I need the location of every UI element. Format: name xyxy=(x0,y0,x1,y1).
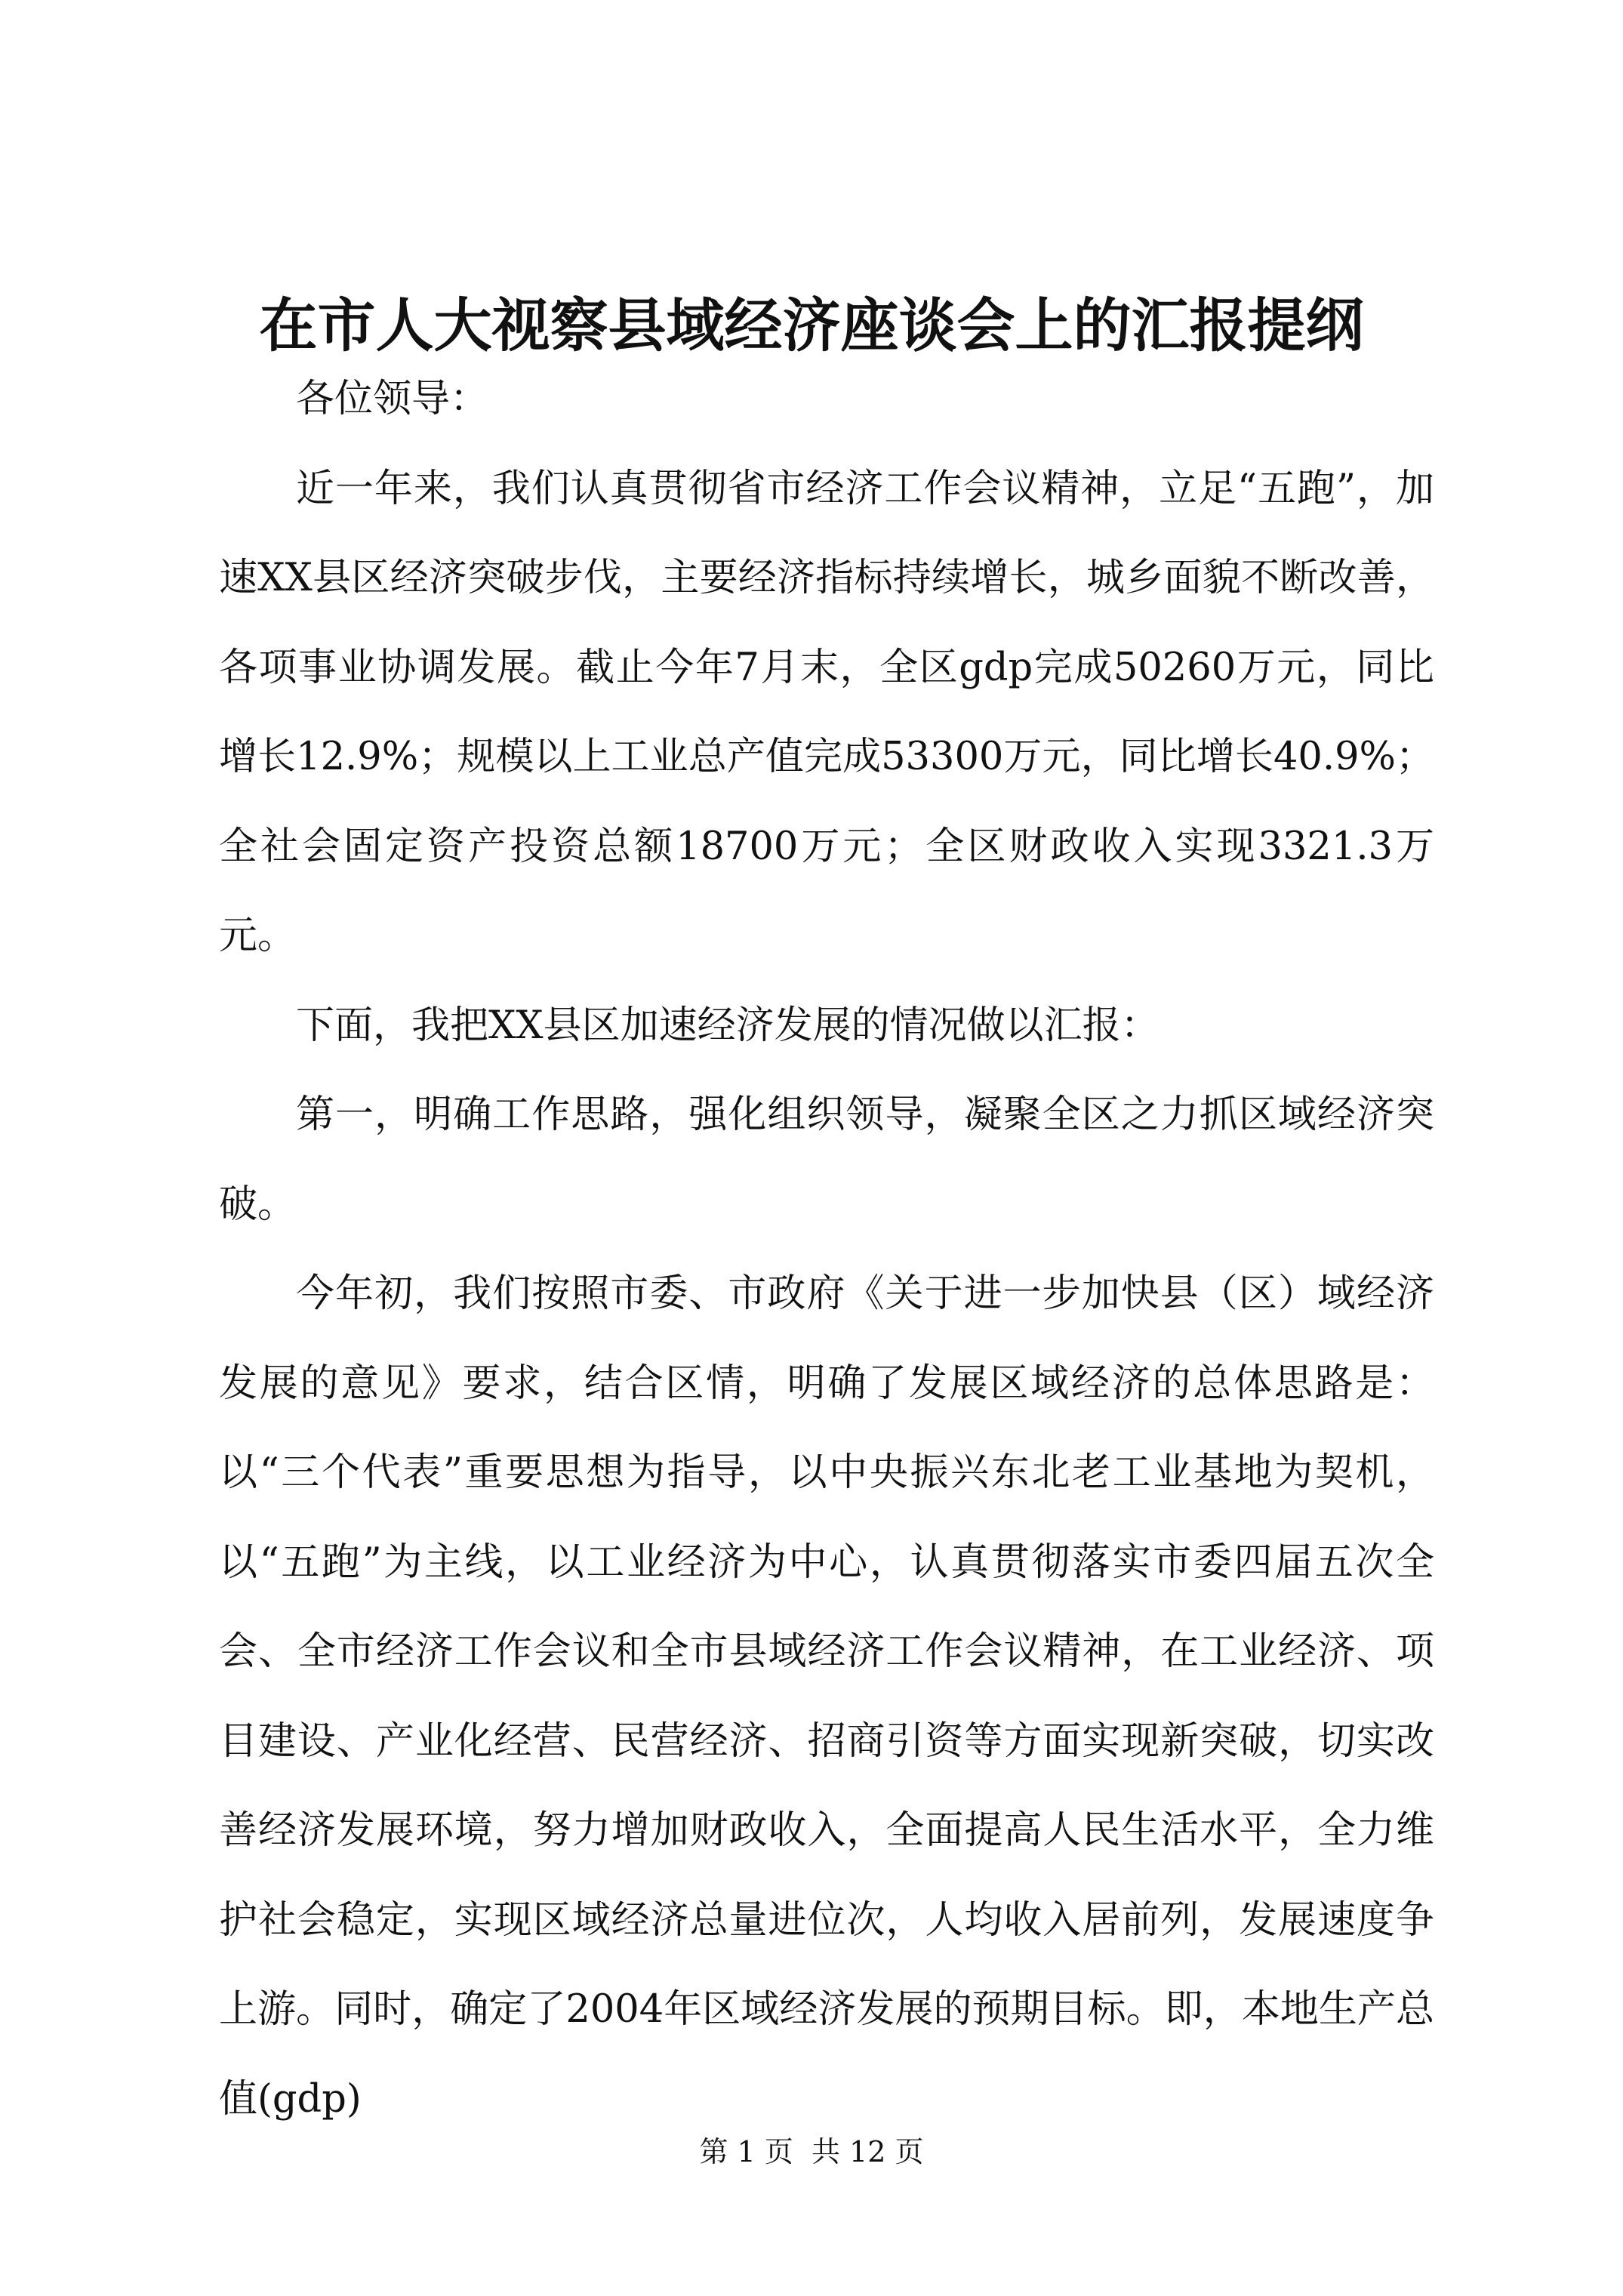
section-one-paragraph: 今年初，我们按照市委、市政府《关于进一步加快县（区）域经济发展的意见》要求，结合区情，明确了发展区域经济的总体思路是：以“三个代表”重要思想为指导，以中央振兴东北老工业基地为契机，以“五跑”为主线，以工业经济为中心，认真贯彻落实市委四届五次全会、全市经济工作会议和全市县域经济工作会议精神，在工业经济、项目建设、产业化经营、民营经济、招商引资等方面实现新突破，切实改善经济发展环境，努力增加财政收入，全面提高人民生活水平，全力维护社会稳定，实现区域经济总量进位次，人均收入居前列，发展速度争上游。同时，确定了2004年区域经济发展的预期目标。即，本地生产总值(gdp) xyxy=(219,1271,1434,2122)
intro-paragraph: 下面，我把XX县区加速经济发展的情况做以汇报： xyxy=(296,1003,1160,1048)
page-number: 第 1 页 共 12 页 xyxy=(699,2135,924,2168)
document-title: 在市人大视察县域经济座谈会上的汇报提纲 xyxy=(259,292,1364,360)
overview-paragraph: 近一年来，我们认真贯彻省市经济工作会议精神，立足“五跑”，加速XX县区经济突破步伐，主要经济指标持续增长，城乡面貌不断改善，各项事业协调发展。截止今年7月末，全区gdp完成50260万元，同比增长12.9%；规模以上工业总产值完成53300万元，同比增长40.9%；全社会固定资产投资总额18700万元；全区财政收入实现3321.3万元。 xyxy=(219,466,1434,958)
page-footer xyxy=(0,2133,1623,2171)
document-body xyxy=(219,355,1434,2144)
salutation-paragraph: 各位领导： xyxy=(296,377,489,421)
section-one-heading: 第一，明确工作思路，强化组织领导，凝聚全区之力抓区域经济突破。 xyxy=(219,1093,1434,1227)
